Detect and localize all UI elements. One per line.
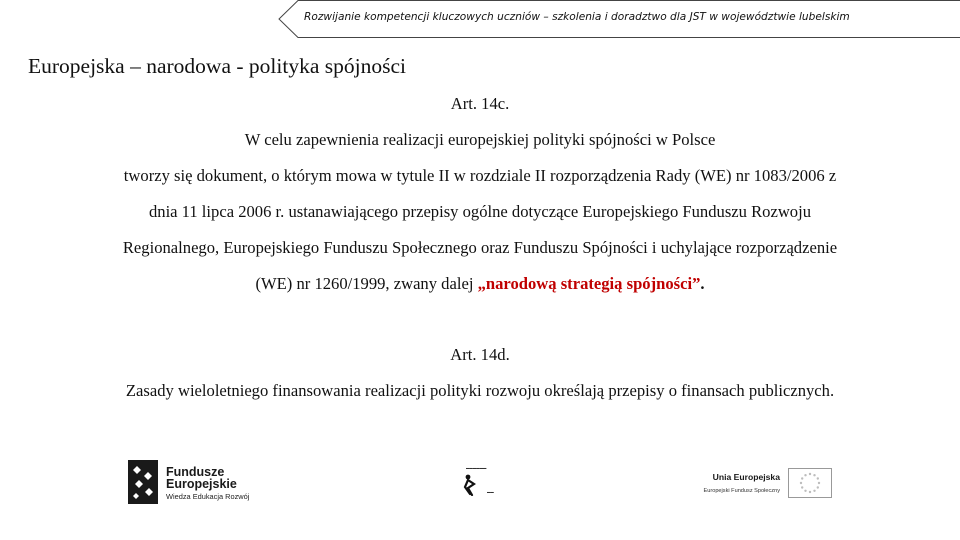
fundusze-europejskie-name (166, 466, 237, 490)
art-14c-line-4: Regionalnego, Europejskiego Funduszu Społecznego oraz Funduszu Spójności i uchylające rozporządzenie (122, 238, 838, 257)
unia-europejska-logo (688, 466, 834, 500)
partner-logo-caption: ▬▬▬▬▬▬ (466, 466, 487, 470)
art-14c-line-1: W celu zapewnienia realizacji europejskiej polityki spójności w Polsce (244, 130, 716, 149)
art-14c-line-3: dnia 11 lipca 2006 r. ustanawiającego przepisy ogólne dotyczące Europejskiego Funduszu Rozwoju (148, 202, 812, 221)
art-14c-line-2: tworzy się dokument, o którym mowa w tytule II w rozdziale II rozporządzenia Rady (WE) nr 1083/2006 z (123, 166, 837, 185)
fe-name-line-2: Europejskie (166, 477, 237, 491)
fundusze-europejskie-tagline: Wiedza Edukacja Rozwój (166, 492, 250, 501)
slide-title: Europejska – narodowa - polityka spójności (28, 54, 406, 78)
art-14c-line-5 (0, 274, 960, 294)
art-14d-text: Zasady wieloletniego finansowania realizacji polityki rozwoju określają przepisy o finansach publicznych. (125, 381, 835, 400)
eu-flag-icon (788, 468, 832, 498)
art-14c-line-5-prefix: (WE) nr 1260/1999, zwany dalej (255, 274, 478, 293)
partner-logo-small-text: ▬▬ (487, 490, 494, 494)
header-banner (278, 0, 960, 38)
art-14d-heading: Art. 14d. (450, 345, 510, 364)
art-14c-line-5-suffix: . (700, 274, 705, 293)
running-figure-icon (462, 474, 484, 496)
unia-europejska-fund: Europejski Fundusz Społeczny (703, 488, 780, 494)
fundusze-europejskie-mark-icon (128, 460, 158, 504)
narodowa-strategia-highlight: „narodową strategią spójności” (477, 274, 701, 293)
fundusze-europejskie-logo (128, 460, 268, 504)
banner-text: Rozwijanie kompetencji kluczowych uczniów – szkolenia i doradztwo dla JST w województwie lubelskim (304, 11, 850, 23)
partner-logo (462, 466, 504, 496)
fe-name-line-1: Fundusze (166, 465, 225, 479)
art-14c-heading: Art. 14c. (450, 94, 510, 113)
unia-europejska-name: Unia Europejska (712, 472, 780, 482)
